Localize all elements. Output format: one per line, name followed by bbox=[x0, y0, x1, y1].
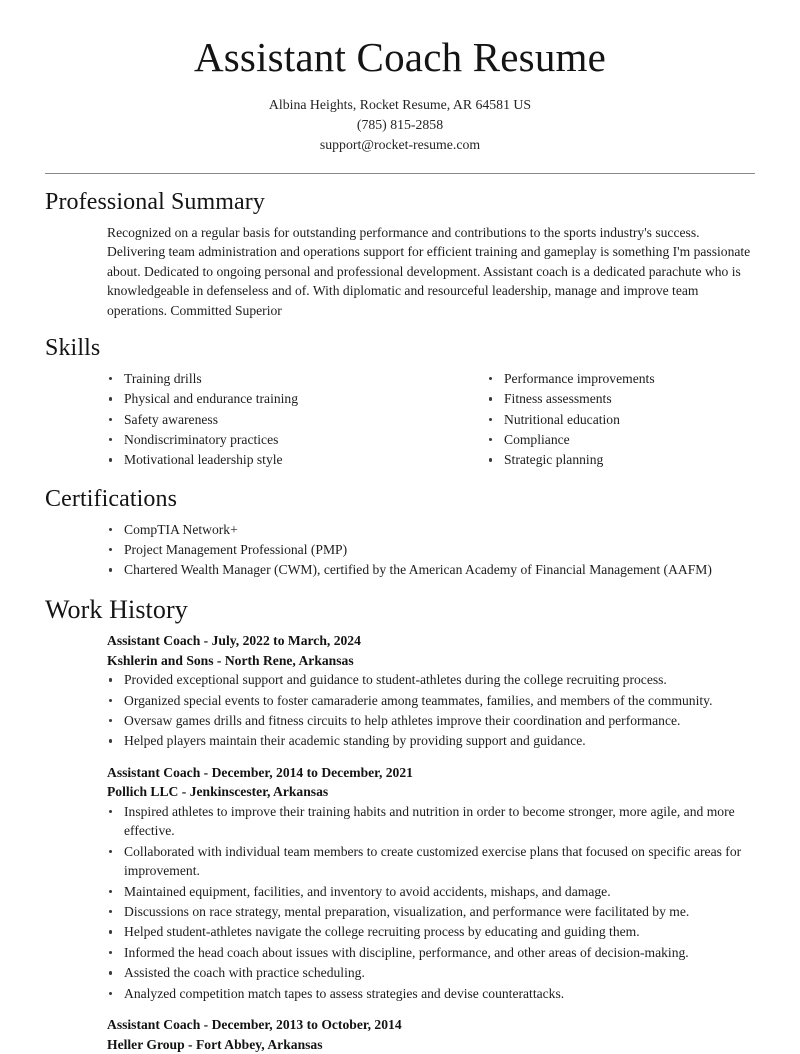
list-item: Performance improvements bbox=[487, 369, 755, 388]
list-item: Compliance bbox=[487, 430, 755, 449]
contact-address: Albina Heights, Rocket Resume, AR 64581 US bbox=[268, 97, 532, 113]
section-heading-skills: Skills bbox=[45, 334, 101, 361]
list-item: Project Management Professional (PMP) bbox=[107, 540, 755, 559]
job-company-location: Pollich LLC - Jenkinscester, Arkansas bbox=[107, 784, 329, 800]
job-title-dates: Assistant Coach - December, 2013 to October, 2014 bbox=[107, 1017, 402, 1033]
job-title-dates: Assistant Coach - December, 2014 to December, 2021 bbox=[107, 764, 413, 780]
skills-column-right bbox=[431, 369, 755, 471]
list-item: Helped players maintain their academic standing by providing support and guidance. bbox=[107, 731, 755, 750]
work-history-entry bbox=[107, 763, 755, 1003]
resume-header bbox=[45, 0, 755, 174]
list-item: CompTIA Network+ bbox=[107, 520, 755, 539]
page-title: Assistant Coach Resume bbox=[193, 34, 607, 80]
list-item: Nondiscriminatory practices bbox=[107, 430, 431, 449]
list-item: Physical and endurance training bbox=[107, 389, 431, 408]
certifications-list bbox=[107, 520, 755, 580]
section-heading-work-history: Work History bbox=[45, 594, 188, 624]
section-certifications bbox=[45, 485, 755, 580]
summary-body bbox=[45, 223, 755, 320]
list-item: Motivational leadership style bbox=[107, 450, 431, 469]
certifications-body bbox=[45, 520, 755, 580]
list-item: Collaborated with individual team members to create customized exercise plans that focused on specific areas for improvement. bbox=[107, 842, 755, 881]
contact-phone: (785) 815-2858 bbox=[356, 117, 444, 133]
section-heading-certifications: Certifications bbox=[45, 485, 178, 512]
skills-columns bbox=[107, 369, 755, 471]
job-company-location: Heller Group - Fort Abbey, Arkansas bbox=[107, 1036, 323, 1052]
job-company-location: Kshlerin and Sons - North Rene, Arkansas bbox=[107, 652, 354, 668]
summary-text: Recognized on a regular basis for outstanding performance and contributions to the sports industry's success. Delivering team administration and operations support for efficient training and gameplay is something I'm passionate about. Dedicated to ongoing personal and professional development. Assistant coach is a dedicated parachute who is knowledgeable in defenseless and of. With diplomatic and resourceful leadership, manage and improve team operations. Committed Superior bbox=[107, 224, 751, 318]
job-bullets bbox=[107, 802, 755, 1003]
list-item: Assisted the coach with practice scheduling. bbox=[107, 963, 755, 982]
section-work-history bbox=[45, 594, 755, 1054]
list-item: Safety awareness bbox=[107, 410, 431, 429]
list-item: Inspired athletes to improve their training habits and nutrition in order to become stronger, more agile, and more effective. bbox=[107, 802, 755, 841]
skills-list-right bbox=[487, 369, 755, 470]
header-divider bbox=[45, 173, 755, 174]
section-professional-summary bbox=[45, 188, 755, 320]
list-item: Organized special events to foster camaraderie among teammates, families, and members of the community. bbox=[107, 691, 755, 710]
list-item: Oversaw games drills and fitness circuits to help athletes improve their coordination and performance. bbox=[107, 711, 755, 730]
job-bullets bbox=[107, 670, 755, 751]
list-item: Discussions on race strategy, mental preparation, visualization, and performance were facilitated by me. bbox=[107, 902, 755, 921]
contact-email: support@rocket-resume.com bbox=[319, 137, 481, 153]
list-item: Fitness assessments bbox=[487, 389, 755, 408]
skills-body bbox=[45, 369, 755, 471]
work-history-body bbox=[45, 631, 755, 1054]
list-item: Nutritional education bbox=[487, 410, 755, 429]
list-item: Maintained equipment, facilities, and inventory to avoid accidents, mishaps, and damage. bbox=[107, 882, 755, 901]
list-item: Helped student-athletes navigate the college recruiting process by educating and guiding them. bbox=[107, 922, 755, 941]
list-item: Training drills bbox=[107, 369, 431, 388]
list-item: Strategic planning bbox=[487, 450, 755, 469]
work-history-entry bbox=[107, 631, 755, 751]
section-heading-summary: Professional Summary bbox=[45, 189, 265, 216]
job-title-dates: Assistant Coach - July, 2022 to March, 2024 bbox=[107, 633, 361, 648]
list-item: Analyzed competition match tapes to assess strategies and devise counterattacks. bbox=[107, 984, 755, 1003]
skills-column-left bbox=[107, 369, 431, 471]
list-item: Provided exceptional support and guidance to student-athletes during the college recruiting process. bbox=[107, 670, 755, 689]
list-item: Chartered Wealth Manager (CWM), certified by the American Academy of Financial Management (AAFM) bbox=[107, 560, 755, 579]
skills-list-left bbox=[107, 369, 431, 470]
list-item: Informed the head coach about issues with discipline, performance, and other areas of decision-making. bbox=[107, 943, 755, 962]
section-skills bbox=[45, 334, 755, 471]
